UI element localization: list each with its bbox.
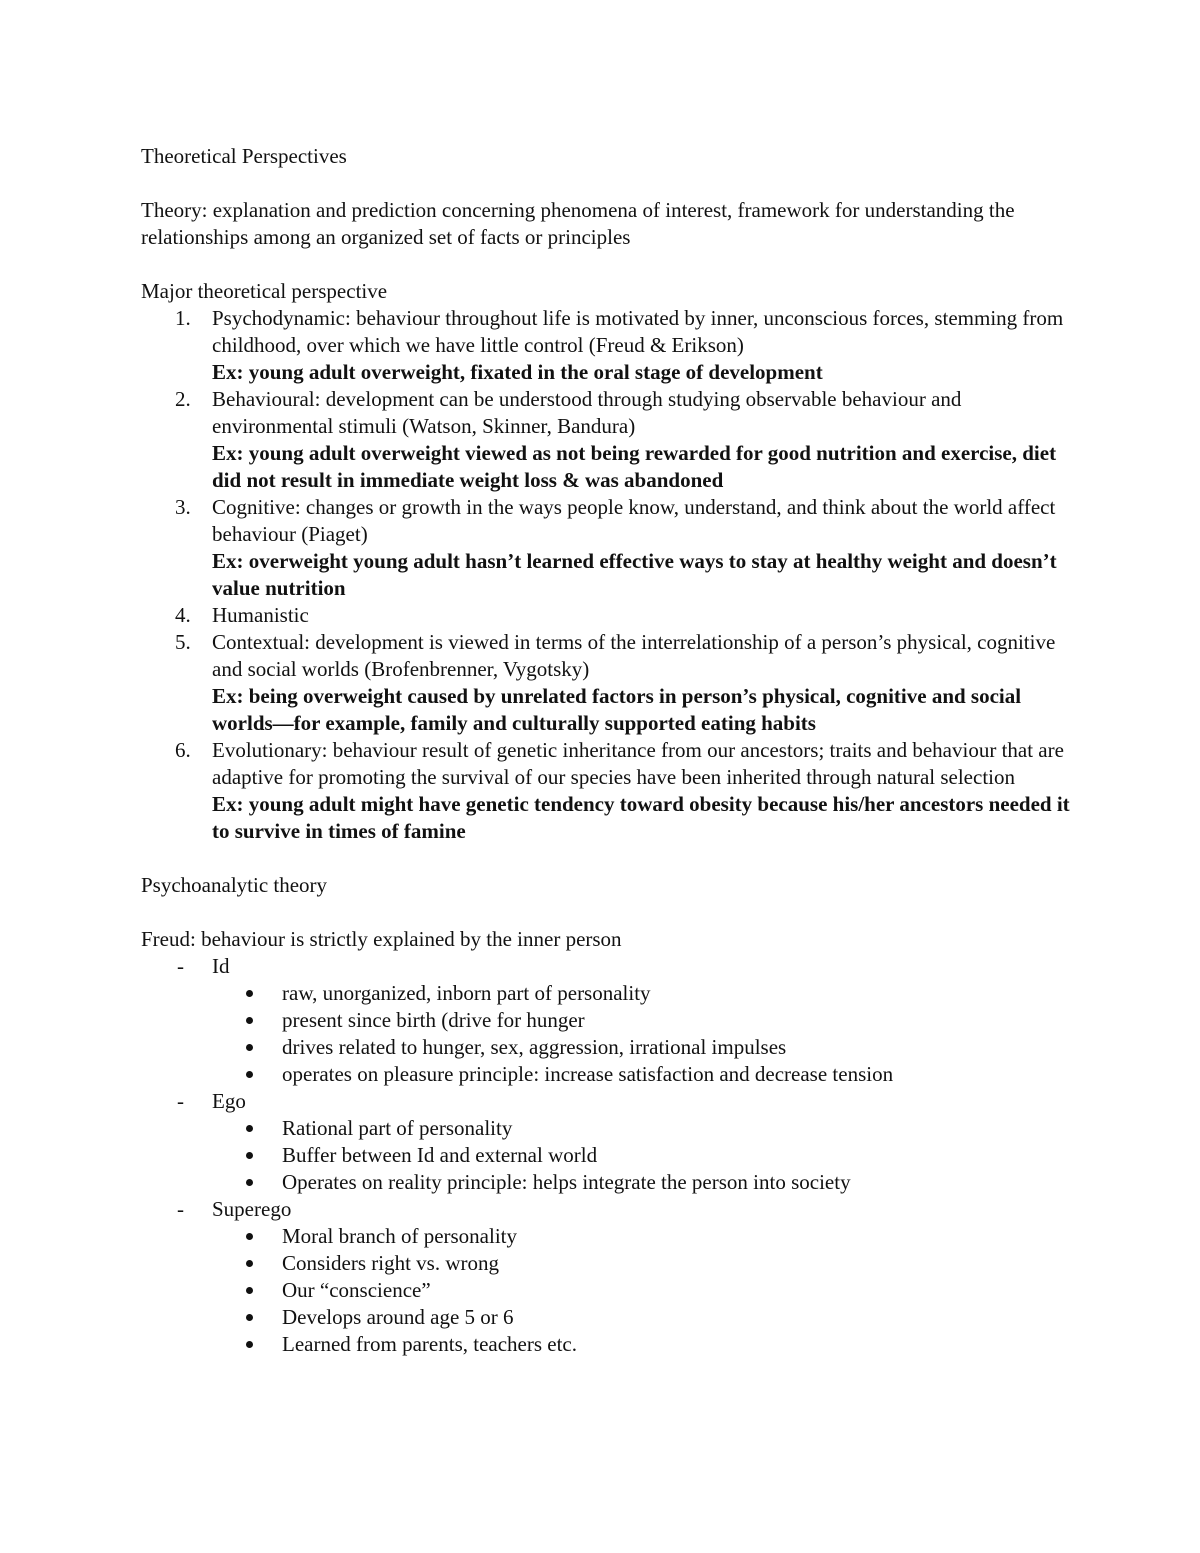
list-item <box>141 1088 1071 1196</box>
perspective-example: Ex: being overweight caused by unrelated factors in person’s physical, cognitive and social worlds—for example, family and culturally supported eating habits <box>212 684 1022 735</box>
bullet-text: Rational part of personality <box>282 1116 513 1140</box>
list-number: 1. <box>175 306 191 330</box>
list-item <box>141 602 1071 629</box>
perspective-text: Evolutionary: behaviour result of genetic inheritance from our ancestors; traits and behaviour that are adaptive for promoting the survival of our species have been inherited through natural selection <box>212 738 1064 789</box>
bullet-icon <box>246 990 253 997</box>
structure-name: Id <box>212 954 230 978</box>
major-perspective-heading: Major theoretical perspective <box>141 279 388 303</box>
list-number: 4. <box>175 603 191 627</box>
perspective-text: Psychodynamic: behaviour throughout life is motivated by inner, unconscious forces, stemming from childhood, over which we have little control (Freud & Erikson) <box>212 306 1064 357</box>
bullet-icon <box>246 1071 253 1078</box>
list-item <box>141 1250 1071 1277</box>
list-item <box>141 1142 1071 1169</box>
list-number: 3. <box>175 495 191 519</box>
list-item <box>141 1331 1071 1358</box>
bullet-icon <box>246 1125 253 1132</box>
document-page <box>141 143 1071 1358</box>
list-item <box>141 953 1071 1088</box>
bullet-icon <box>246 1044 253 1051</box>
list-number: 6. <box>175 738 191 762</box>
perspective-text: Cognitive: changes or growth in the ways people know, understand, and think about the world affect behaviour (Piaget) <box>212 495 1056 546</box>
structure-name: Ego <box>212 1089 246 1113</box>
bullet-text: Operates on reality principle: helps integrate the person into society <box>282 1170 851 1194</box>
perspective-example: Ex: overweight young adult hasn’t learned effective ways to stay at healthy weight and doesn’t value nutrition <box>212 549 1057 600</box>
list-item <box>141 305 1071 386</box>
bullet-text: Develops around age 5 or 6 <box>282 1305 514 1329</box>
perspective-text: Behavioural: development can be understood through studying observable behaviour and environmental stimuli (Watson, Skinner, Bandura) <box>212 387 962 438</box>
bullet-text: raw, unorganized, inborn part of personality <box>282 981 651 1005</box>
list-item <box>141 1277 1071 1304</box>
list-item <box>141 494 1071 602</box>
perspective-example: Ex: young adult overweight, fixated in the oral stage of development <box>212 360 823 384</box>
bullet-icon <box>246 1341 253 1348</box>
list-item <box>141 1007 1071 1034</box>
bullet-text: Considers right vs. wrong <box>282 1251 499 1275</box>
list-item <box>141 1034 1071 1061</box>
bullet-text: operates on pleasure principle: increase satisfaction and decrease tension <box>282 1062 894 1086</box>
bullet-text: drives related to hunger, sex, aggression, irrational impulses <box>282 1035 787 1059</box>
page-title: Theoretical Perspectives <box>141 144 347 168</box>
bullet-text: present since birth (drive for hunger <box>282 1008 585 1032</box>
personality-structure-list <box>141 953 1071 1358</box>
bullet-list <box>141 1115 1071 1196</box>
dash-marker: - <box>177 1197 184 1221</box>
dash-marker: - <box>177 954 184 978</box>
perspective-text: Humanistic <box>212 603 309 627</box>
bullet-icon <box>246 1314 253 1321</box>
list-item <box>141 629 1071 737</box>
bullet-icon <box>246 1179 253 1186</box>
dash-marker: - <box>177 1089 184 1113</box>
list-item <box>141 1223 1071 1250</box>
list-number: 2. <box>175 387 191 411</box>
bullet-icon <box>246 1152 253 1159</box>
list-item <box>141 1169 1071 1196</box>
theory-definition: Theory: explanation and prediction concerning phenomena of interest, framework for understanding the relationships among an organized set of facts or principles <box>141 198 1015 249</box>
bullet-icon <box>246 1017 253 1024</box>
perspective-list <box>141 305 1071 845</box>
psychoanalytic-heading: Psychoanalytic theory <box>141 873 328 897</box>
freud-line: Freud: behaviour is strictly explained by the inner person <box>141 927 622 951</box>
bullet-icon <box>246 1260 253 1267</box>
perspective-example: Ex: young adult might have genetic tendency toward obesity because his/her ancestors needed it to survive in times of famine <box>212 792 1070 843</box>
list-number: 5. <box>175 630 191 654</box>
list-item <box>141 980 1071 1007</box>
perspective-example: Ex: young adult overweight viewed as not being rewarded for good nutrition and exercise, diet did not result in immediate weight loss & was abandoned <box>212 441 1057 492</box>
list-item <box>141 1304 1071 1331</box>
bullet-text: Learned from parents, teachers etc. <box>282 1332 578 1356</box>
bullet-text: Our “conscience” <box>282 1278 431 1302</box>
bullet-text: Buffer between Id and external world <box>282 1143 598 1167</box>
perspective-text: Contextual: development is viewed in terms of the interrelationship of a person’s physical, cognitive and social worlds (Brofenbrenner, Vygotsky) <box>212 630 1056 681</box>
list-item <box>141 1196 1071 1358</box>
list-item <box>141 386 1071 494</box>
bullet-list <box>141 1223 1071 1358</box>
bullet-text: Moral branch of personality <box>282 1224 518 1248</box>
list-item <box>141 737 1071 845</box>
list-item <box>141 1115 1071 1142</box>
bullet-icon <box>246 1287 253 1294</box>
bullet-icon <box>246 1233 253 1240</box>
list-item <box>141 1061 1071 1088</box>
structure-name: Superego <box>212 1197 292 1221</box>
bullet-list <box>141 980 1071 1088</box>
